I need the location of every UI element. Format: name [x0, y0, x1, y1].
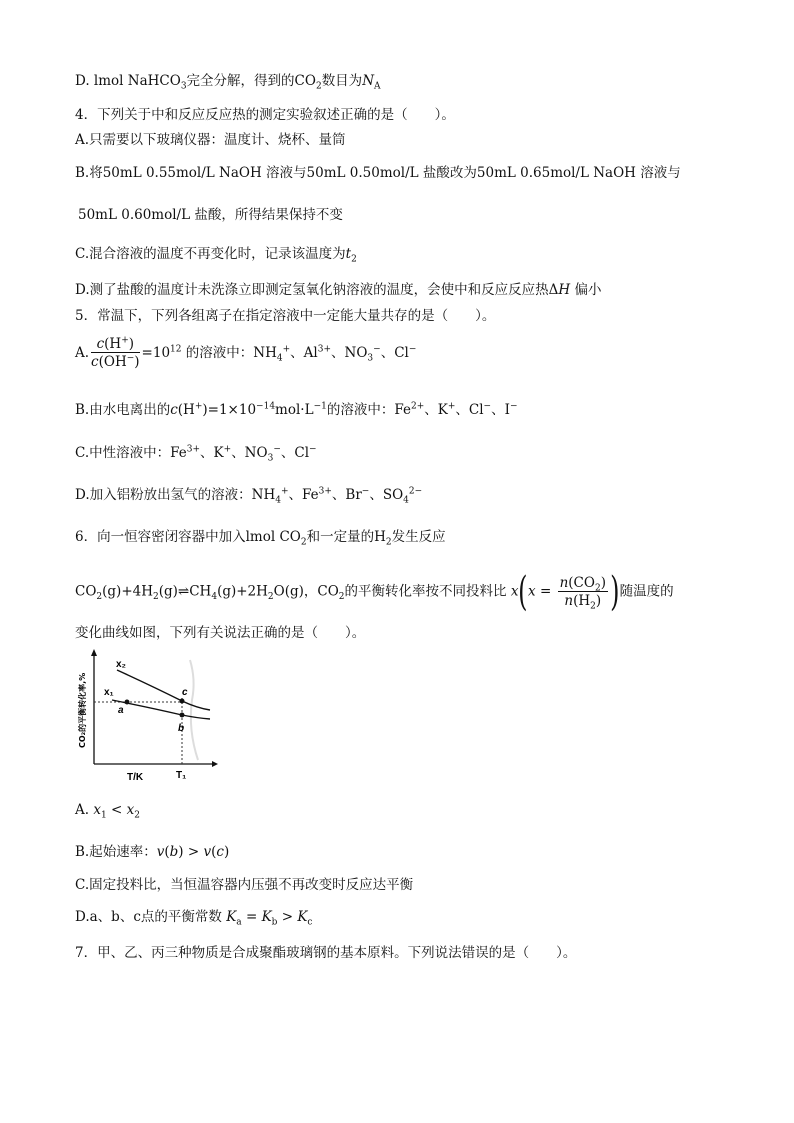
q7-stem: 7．甲、乙、丙三种物质是合成聚酯玻璃钢的基本原料。下列说法错误的是（ ）。 — [75, 945, 577, 961]
point-c — [180, 699, 185, 704]
point-b — [180, 713, 185, 718]
q4-stem: 4．下列关于中和反应反应热的测定实验叙述正确的是（ ）。 — [75, 107, 455, 123]
q5-option-d: D.加入铝粉放出氢气的溶液：$NH_4^+$、$Fe^{3+}$、Br−、$SO_4^{2-}$ — [75, 486, 423, 506]
label-b: b — [178, 723, 185, 734]
q5-option-c: C.中性溶液中：$Fe^{3+}$、K+、$NO_3^-$、Cl− — [75, 444, 317, 464]
q4-option-c: C.混合溶液的温度不再变化时，记录该温度为$t_2$ — [75, 246, 357, 265]
q6-option-d: D.a、b、c点的平衡常数 $K_a = K_b > K_c$ — [75, 909, 313, 928]
x-tick-t1: T₁ — [176, 770, 187, 781]
label-a: a — [118, 705, 124, 716]
q5-option-b: B.由水电离出的$c(H^+)=1\times 10^{-14}mol\cdot L^{-1}$的溶液中：$Fe^{2+}$、K+、Cl−、I− — [75, 401, 518, 418]
label-x1: x₁ — [104, 687, 114, 698]
q6-option-c: C.固定投料比，当恒温容器内压强不再改变时反应达平衡 — [75, 877, 414, 893]
x-axis-label: T/K — [127, 772, 144, 783]
q5-stem: 5．常温下，下列各组离子在指定溶液中一定能大量共存的是（ ）。 — [75, 308, 496, 324]
q6-stem: 6．向一恒容密闭容器中加入lmol $CO_2$和一定量的$H_2$发生反应 — [75, 529, 446, 548]
point-a — [125, 700, 130, 705]
q3-option-d: D. lmol NaHCO$_3$完全分解，得到的$CO_2$数目为$N_A$ — [75, 73, 381, 92]
label-c: c — [182, 687, 188, 698]
label-x2: x₂ — [116, 659, 127, 670]
q4-option-a: A.只需要以下玻璃仪器：温度计、烧杯、量筒 — [75, 132, 346, 148]
q6-equation: $CO_2(g)+4H_2(g)\rightleftharpoons CH_4(g)+2H_2O(g)$，$CO_2$的平衡转化率按不同投料比 x(x = $\frac{n(CO_2)}{n(H_2)}$ )随温度的 — [75, 569, 674, 615]
q5-option-a: A. $\frac{c(H^+)}{c(OH^-)}$ $=10^{12}$ 的溶液中：$NH_4^+$、$Al^{3+}$、$NO_3^-$、Cl− — [75, 335, 417, 370]
q6-option-b: B.起始速率：v(b) > v(c) — [75, 844, 230, 860]
q4-option-b-line2: 50mL 0.60mol/L 盐酸，所得结果保持不变 — [78, 207, 343, 223]
q6-option-a: A. $x_1 < x_2$ — [75, 802, 140, 821]
q6-stem-cont: 变化曲线如图，下列有关说法正确的是（ ）。 — [75, 625, 366, 641]
y-axis-label: CO₂的平衡转化率,% — [78, 672, 87, 748]
co2-conversion-chart — [72, 648, 222, 788]
q4-option-d: D.测了盐酸的温度计未洗涤立即测定氢氧化钠溶液的温度，会使中和反应反应热ΔH 偏小 — [75, 282, 602, 298]
q4-option-b-line1: B.将50mL 0.55mol/L NaOH 溶液与50mL 0.50mol/L 盐酸改为50mL 0.65mol/L NaOH 溶液与 — [75, 165, 681, 181]
